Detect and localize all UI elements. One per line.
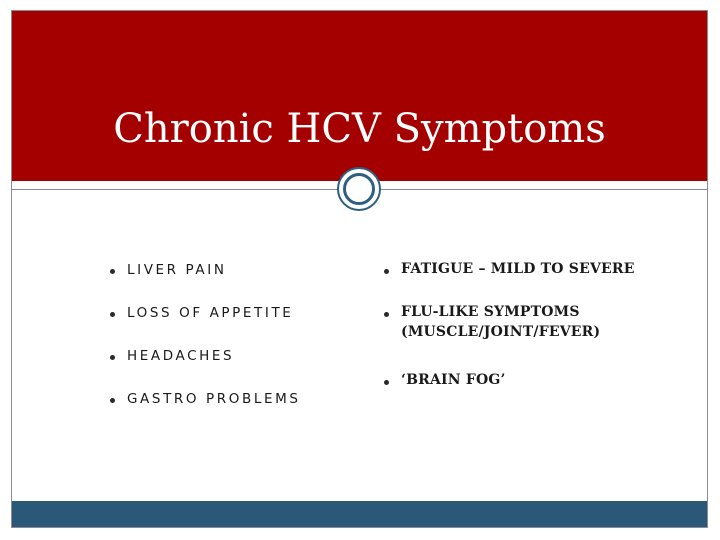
right-list-item: FLU-LIKE SYMPTOMS xyxy=(401,304,580,320)
bullet-icon xyxy=(110,312,115,317)
slide-title: Chronic HCV Symptoms xyxy=(113,106,606,152)
footer-bar xyxy=(12,501,707,528)
left-list-item: LOSS OF APPETITE xyxy=(127,305,294,321)
left-list-item: HEADACHES xyxy=(127,348,235,364)
bullet-icon xyxy=(384,312,389,317)
left-list-item: GASTRO PROBLEMS xyxy=(127,391,301,407)
slide xyxy=(11,10,708,528)
left-list-item: LIVER PAIN xyxy=(127,262,227,278)
bullet-icon xyxy=(384,269,389,274)
right-list-item: ‘BRAIN FOG’ xyxy=(401,372,506,388)
circle-ornament-icon xyxy=(337,167,381,211)
bullet-icon xyxy=(110,398,115,403)
bullet-icon xyxy=(384,380,389,385)
bullet-icon xyxy=(110,355,115,360)
circle-ornament-inner xyxy=(343,173,375,205)
bullet-icon xyxy=(110,269,115,274)
right-list-item: FATIGUE – MILD TO SEVERE xyxy=(401,261,635,277)
title-band xyxy=(12,11,707,181)
right-list-item-continuation: (MUSCLE/JOINT/FEVER) xyxy=(401,324,601,340)
